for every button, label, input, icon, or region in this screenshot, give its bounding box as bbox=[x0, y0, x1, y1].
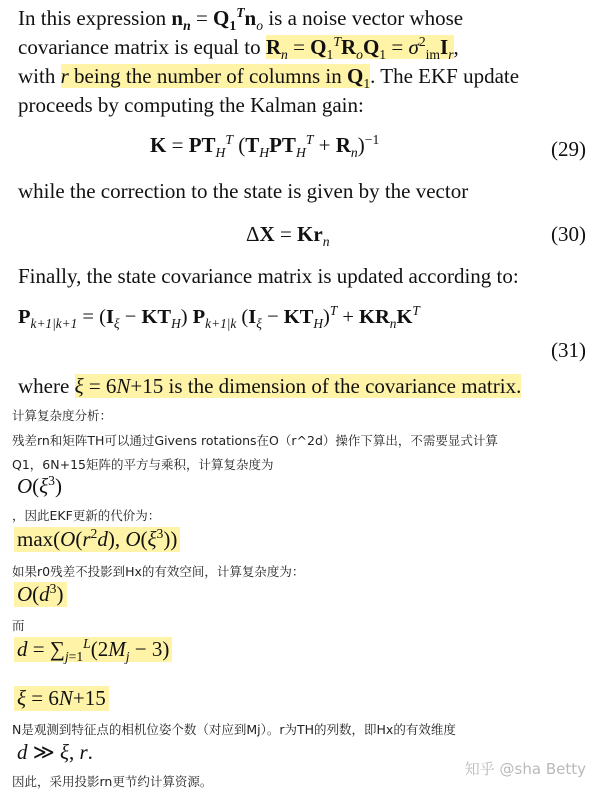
equation-29: $K = PT_H^T$ $(T_HPT_H^T + R_n)^{-1}$ bbox=[150, 132, 380, 161]
note-line-3: ，因此EKF更新的代价为： bbox=[12, 508, 161, 523]
paper-line-2: covariance matrix is equal to $R_n = Q_1^TR_oQ_1 = \sigma^2_{im}I_r$, bbox=[18, 34, 459, 63]
math-xi-def: ξ = 6N+15 bbox=[14, 686, 109, 711]
text-segment: is a noise vector whose bbox=[268, 6, 464, 30]
highlight-covariance-eq: $R_n = Q_1^TR_oQ_1 = \sigma^2_{im}I_r$ bbox=[265, 34, 454, 63]
paper-line-3 bbox=[18, 62, 519, 91]
text-segment: with bbox=[18, 64, 61, 88]
note-line-2: Q1，6N+15矩阵的平方与乘积，计算复杂度为 bbox=[12, 457, 274, 472]
zhihu-watermark: 知乎 @sha Betty bbox=[464, 760, 586, 778]
text-segment: . The EKF update bbox=[370, 64, 520, 88]
note-line-7: 因此，采用投影rn更节约计算资源。 bbox=[12, 774, 213, 789]
paper-line-7 bbox=[18, 372, 521, 401]
note-line-5: 而 bbox=[12, 618, 25, 633]
math-n-n: $n_n$ bbox=[171, 6, 191, 34]
note-line-4: 如果r0残差不投影到Hx的有效空间，计算复杂度为： bbox=[12, 564, 305, 579]
math-max-cost: $\max(O(r^2d)$, $O(\xi^3)$) bbox=[14, 527, 180, 552]
paper-line-4: proceeds by computing the Kalman gain: bbox=[18, 93, 364, 117]
highlight-xi-dimension: ξ = 6N+15 is the dimension of the covariance matrix. bbox=[74, 374, 522, 398]
text-segment: covariance matrix is equal to bbox=[18, 35, 266, 59]
equation-number-29: (29) bbox=[551, 137, 586, 161]
paper-line-1: In this expression $n_n = Q_1^Tn_o$ is a noise vector whose bbox=[18, 5, 464, 34]
equation-30: $\Delta X = Kr_n$ bbox=[246, 222, 330, 250]
equation-number-31: (31) bbox=[551, 338, 586, 362]
paper-line-6: Finally, the state covariance matrix is updated according to: bbox=[18, 264, 519, 288]
text-segment: In this expression bbox=[18, 6, 172, 30]
text-segment: where bbox=[18, 374, 75, 398]
paper-line-5: while the correction to the state is given by the vector bbox=[18, 179, 469, 203]
math-d-gg: d ≫ ξ, r. bbox=[17, 740, 93, 764]
math-o-d-cubed: $O(d^3)$ bbox=[14, 582, 67, 607]
math-d-sum: $d = \sum_{j=1}^L(2M_j - 3)$ bbox=[14, 637, 172, 662]
highlight-columns: r being the number of columns in $Q_1$ bbox=[60, 64, 371, 92]
math-o-xi-cubed: $O(\xi^3)$ bbox=[17, 473, 62, 498]
note-line-1: 残差rn和矩阵TH可以通过Givens rotations在O（r^2d）操作下算出，不需要显式计算 bbox=[12, 433, 498, 448]
note-line-6: N是观测到特征点的相机位姿个数（对应到Mj）。r为TH的列数，即Hx的有效维度 bbox=[12, 722, 456, 737]
equation-31: $P_{k+1|k+1} = (I_\xi - KT_H)$ $P_{k+1|k}$ $(I_\xi - KT_H)^T + KR_nK^T$ bbox=[18, 303, 420, 332]
equation-number-30: (30) bbox=[551, 222, 586, 246]
note-title: 计算复杂度分析： bbox=[12, 408, 113, 423]
math-q1t: $Q_1^T$ bbox=[213, 5, 245, 34]
